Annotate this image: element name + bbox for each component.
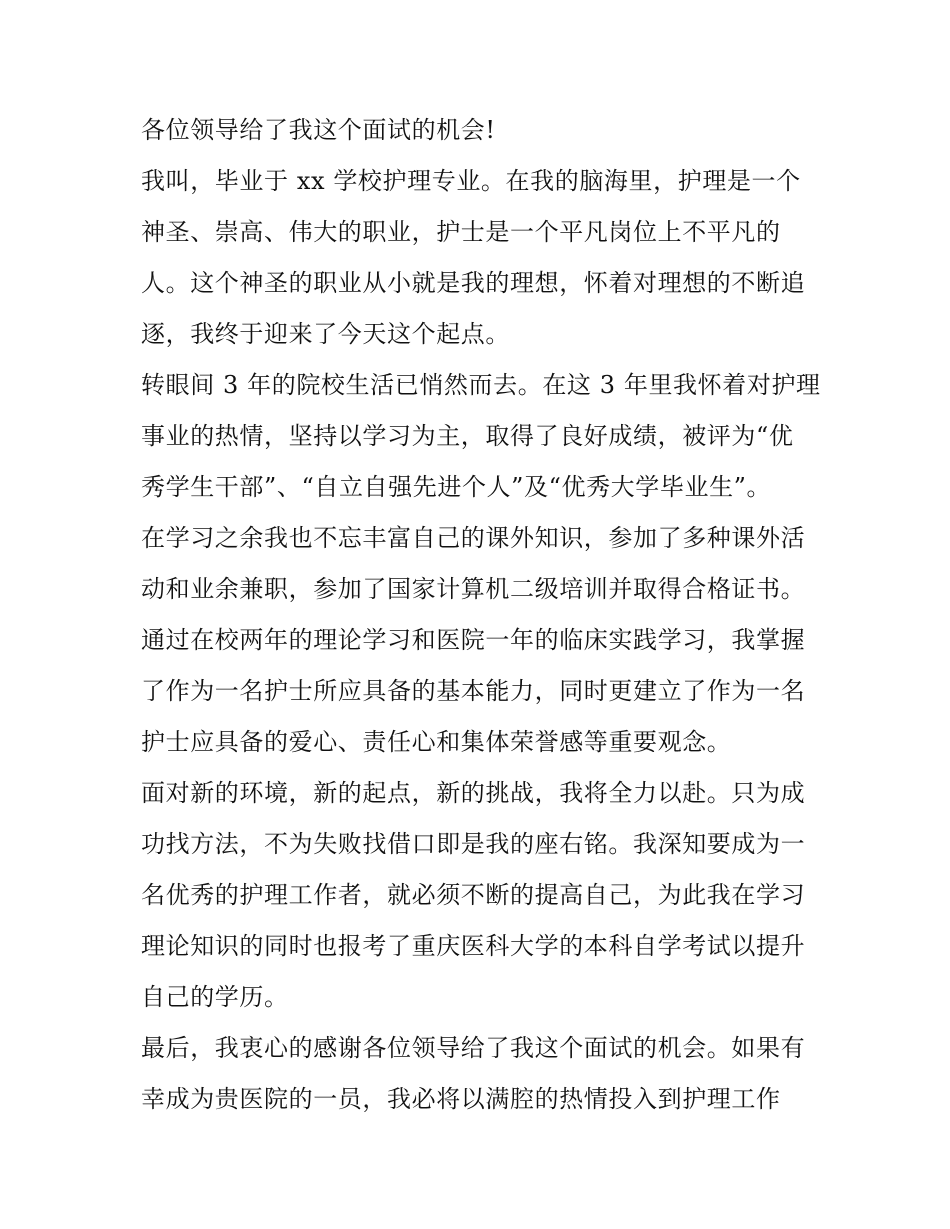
text-line: 功找方法，不为失败找借口即是我的座右铭。我深知要成为一 bbox=[141, 830, 806, 858]
text-line: 最后，我衷心的感谢各位领导给了我这个面试的机会。如果有 bbox=[141, 1034, 806, 1062]
text-line: 理论知识的同时也报考了重庆医科大学的本科自学考试以提升 bbox=[141, 932, 806, 960]
text-line: 在学习之余我也不忘丰富自己的课外知识，参加了多种课外活 bbox=[141, 524, 806, 552]
paragraph-closing bbox=[141, 1028, 821, 1130]
text-line: 转眼间 3 年的院校生活已悄然而去。在这 3 年里我怀着对护理 bbox=[141, 371, 821, 399]
paragraph-introduction bbox=[141, 161, 821, 365]
text-line: 了作为一名护士所应具备的基本能力，同时更建立了作为一名 bbox=[141, 677, 806, 705]
text-line: 秀学生干部”、“自立自强先进个人”及“优秀大学毕业生”。 bbox=[141, 473, 772, 501]
text-line: 自己的学历。 bbox=[141, 983, 289, 1011]
text-line: 护士应具备的爱心、责任心和集体荣誉感等重要观念。 bbox=[141, 728, 732, 756]
paragraph-practice bbox=[141, 620, 821, 773]
text-line: 动和业余兼职，参加了国家计算机二级培训并取得合格证书。 bbox=[141, 575, 806, 603]
paragraph-opening bbox=[141, 110, 821, 161]
text-line: 通过在校两年的理论学习和医院一年的临床实践学习，我掌握 bbox=[141, 626, 806, 654]
paragraph-extracurricular bbox=[141, 518, 821, 620]
text-line: 面对新的环境，新的起点，新的挑战，我将全力以赴。只为成 bbox=[141, 779, 806, 807]
text-line: 幸成为贵医院的一员，我必将以满腔的热情投入到护理工作 bbox=[141, 1085, 781, 1113]
text-line: 神圣、崇高、伟大的职业，护士是一个平凡岗位上不平凡的 bbox=[141, 218, 781, 246]
text-line: 人。这个神圣的职业从小就是我的理想，怀着对理想的不断追 bbox=[141, 269, 806, 297]
document-body bbox=[141, 110, 821, 1130]
paragraph-new-challenge bbox=[141, 773, 821, 1028]
text-line: 我叫，毕业于 xx 学校护理专业。在我的脑海里，护理是一个 bbox=[141, 167, 801, 195]
text-line: 事业的热情，坚持以学习为主，取得了良好成绩，被评为“优 bbox=[141, 422, 794, 450]
paragraph-school-life bbox=[141, 365, 821, 518]
text-line: 各位领导给了我这个面试的机会! bbox=[141, 116, 496, 144]
text-line: 逐，我终于迎来了今天这个起点。 bbox=[141, 320, 510, 348]
text-line: 名优秀的护理工作者，就必须不断的提高自己，为此我在学习 bbox=[141, 881, 806, 909]
